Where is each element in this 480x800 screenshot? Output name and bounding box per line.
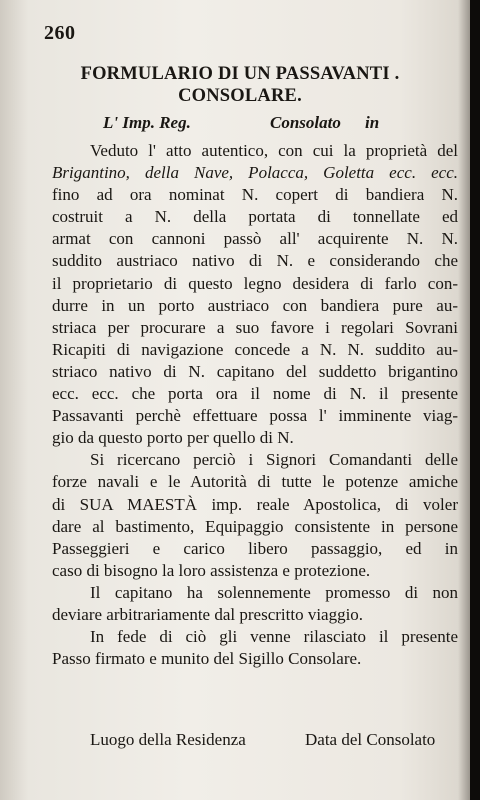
- body-line: costruit a N. della portata di tonnellate ed: [52, 207, 458, 227]
- form-title-line-2: CONSOLARE.: [178, 86, 302, 106]
- body-line: ecc. ecc. che porta ora il nome di N. il presente: [52, 384, 458, 404]
- body-line: il proprietario di questo legno desidera di farlo con-: [52, 273, 458, 293]
- body-line: Passo firmato e munito del Sigillo Consolare.: [52, 649, 362, 669]
- body-line: armat con cannoni passò all' acquirente N. N.: [52, 229, 458, 249]
- body-line: Passeggieri e carico libero passaggio, ed in: [52, 538, 458, 558]
- body-line: dare al bastimento, Equipaggio consistente in persone: [52, 516, 458, 536]
- body-line: caso di bisogno la loro assistenza e protezione.: [52, 560, 371, 580]
- body-line: Il capitano ha solennemente promesso di non: [90, 582, 458, 602]
- body-line: Brigantino, della Nave, Polacca, Goletta ecc. ecc.: [52, 163, 458, 183]
- body-line: Ricapiti di navigazione concede a N. N. suddito au-: [52, 339, 458, 359]
- body-line: Veduto l' atto autentico, con cui la proprietà del: [90, 141, 458, 160]
- page-number: 260: [44, 22, 76, 44]
- body-line: suddito austriaco nativo di N. e considerando che: [52, 251, 458, 271]
- consulate-header-location: in: [365, 113, 380, 132]
- body-line: Si ricercano perciò i Signori Comandanti delle: [90, 450, 458, 470]
- body-line: fino ad ora nominat N. copert di bandiera N.: [52, 185, 458, 205]
- consulate-date-label: Data del Consolato: [305, 730, 436, 749]
- body-line: gio da questo porto per quello di N.: [52, 428, 294, 448]
- body-line: In fede di ciò gli venne rilasciato il presente: [90, 627, 458, 647]
- body-line: striaco nativo di N. capitano del suddetto brigantino: [52, 361, 458, 381]
- form-title-line-1: FORMULARIO DI UN PASSAVANTI .: [80, 64, 400, 84]
- consulate-header-office: Consolato: [270, 113, 341, 132]
- body-line: forze navali e le Autorità di tutte le potenze amiche: [52, 472, 458, 492]
- body-line: Passavanti perchè effettuare possa l' imminente viag-: [52, 406, 458, 426]
- body-line: di SUA MAESTÀ imp. reale Apostolica, di voler: [52, 494, 458, 514]
- form-body: [52, 140, 458, 670]
- residence-place-label: Luogo della Residenza: [90, 730, 246, 749]
- body-line: durre in un porto austriaco con bandiera pure au-: [52, 295, 458, 315]
- body-line: striaca per procurare a suo favore i regolari Sovrani: [52, 317, 458, 337]
- consulate-header-authority: L' Imp. Reg.: [103, 113, 191, 132]
- body-line: deviare arbitrariamente dal prescritto viaggio.: [52, 604, 364, 624]
